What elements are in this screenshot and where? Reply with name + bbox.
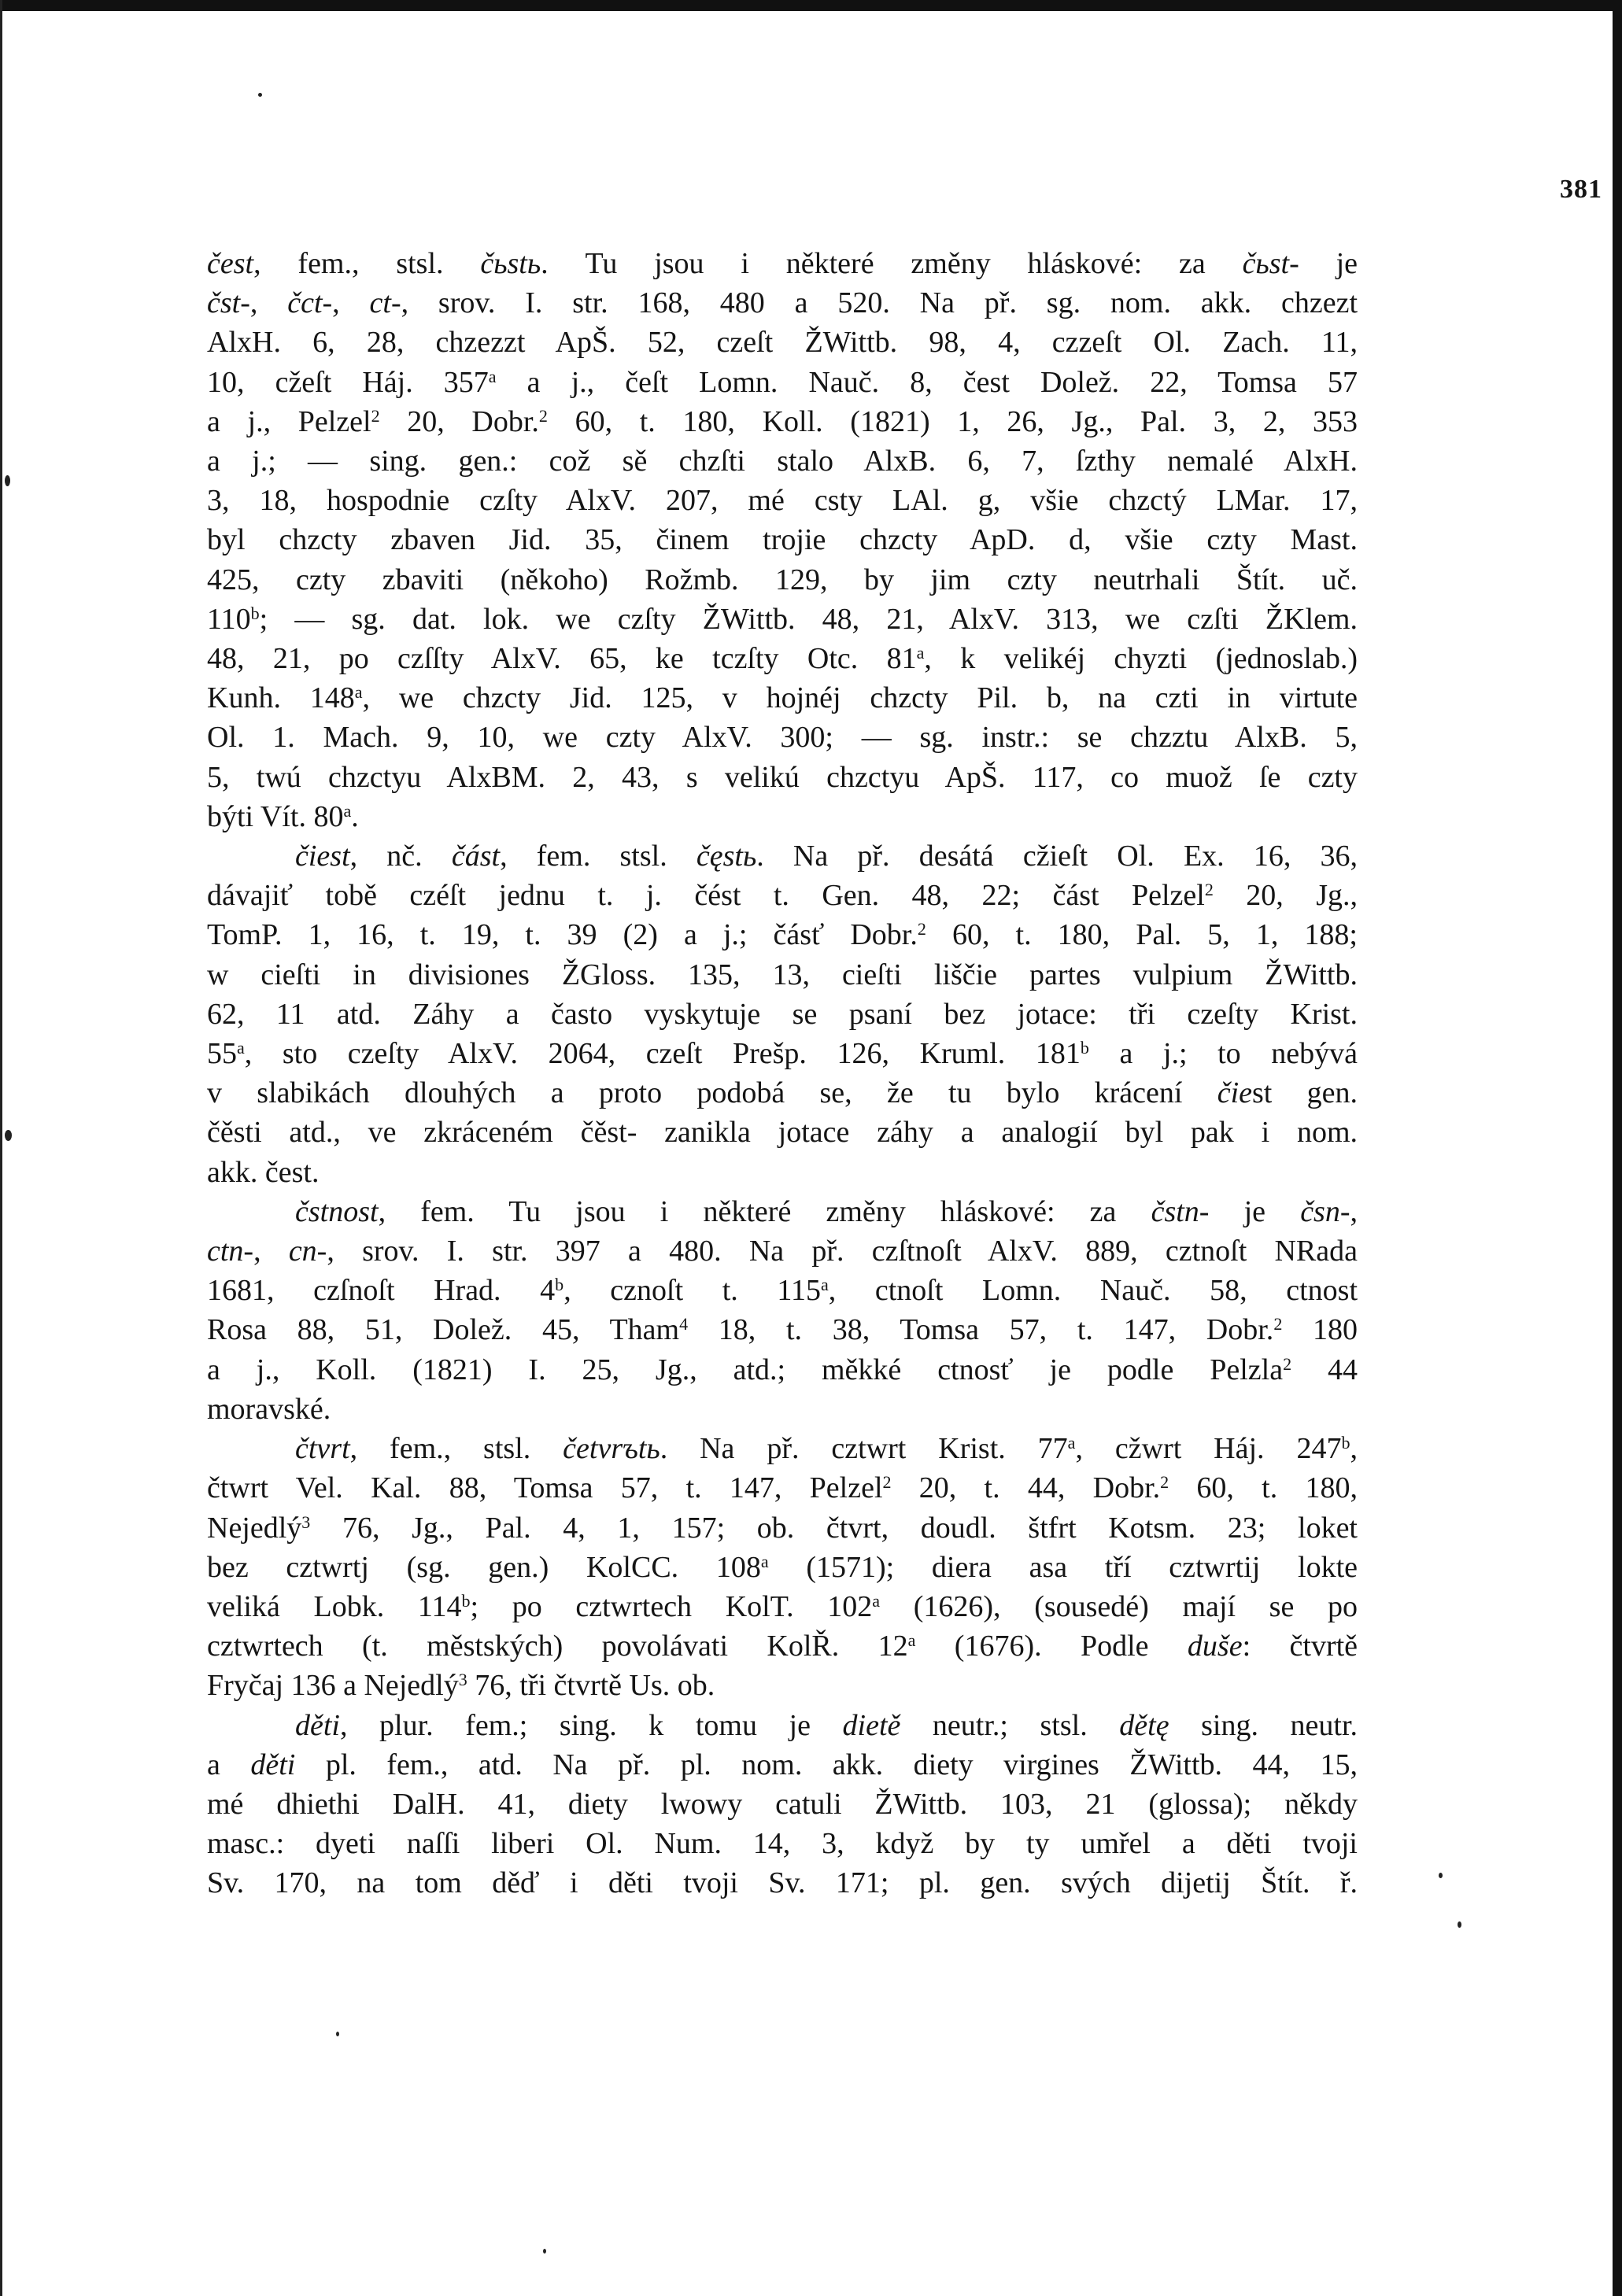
- text-line: 10, cžeſt Háj. 357$^a$ a j., čeſt Lomn. Nauč. 8, čest Dolež. 22, Tomsa 57: [207, 365, 1358, 399]
- text-line: veliká Lobk. 114$^b$; po cztwrtech KolT. 102$^a$ (1626), (sousedé) mají se po: [207, 1589, 1358, 1623]
- scan-edge-left: [0, 0, 2, 2296]
- scan-speck: [1439, 1873, 1443, 1878]
- text-line: Sv. 170, na tom děď i děti tvoji Sv. 171; pl. gen. svých dijetij Štít. ř.: [207, 1866, 1358, 1900]
- scan-edge-right: [1613, 0, 1622, 2296]
- scan-speck: [258, 93, 262, 97]
- text-line: 48, 21, po czſſty AlxV. 65, ke tczſty Otc. 81$^a$, k velikéj chyzti (jednoslab.): [207, 642, 1358, 676]
- text-line: 55$^a$, sto czeſty AlxV. 2064, czeſt Prešp. 126, Kruml. 181$^b$ a j.; to nebývá: [207, 1037, 1358, 1071]
- text-line: a j., Pelzel$^2$ 20, Dobr.$^2$ 60, t. 180, Koll. (1821) 1, 26, Jg., Pal. 3, 2, 353: [207, 404, 1358, 438]
- text-line: čěsti atd., ve zkráceném čěst- zanikla jotace záhy a analogií byl pak i nom.: [207, 1116, 1358, 1150]
- scan-speck: [1458, 1921, 1461, 1928]
- scan-speck: [336, 2032, 339, 2036]
- text-line: 5, twú chzctyu AlxBM. 2, 43, s velikú chzctyu ApŠ. 117, co muož ſe czty: [207, 760, 1358, 794]
- text-line: Kunh. 148$^a$, we chzcty Jid. 125, v hojnéj chzcty Pil. b, na czti in virtute: [207, 681, 1358, 715]
- text-line: ctn-, cn-, srov. I. str. 397 a 480. Na př. czſtnoſt AlxV. 889, cztnoſt NRada: [207, 1235, 1358, 1268]
- text-line: bez cztwrtj (sg. gen.) KolCC. 108$^a$ (1571); diera asa tří cztwrtij lokte: [207, 1550, 1358, 1584]
- text-line: a j., Koll. (1821) I. 25, Jg., atd.; měkké ctnosť je podle Pelzla$^2$ 44: [207, 1353, 1358, 1386]
- scan-speck: [5, 475, 10, 486]
- text-line: čtwrt Vel. Kal. 88, Tomsa 57, t. 147, Pelzel$^2$ 20, t. 44, Dobr.$^2$ 60, t. 180,: [207, 1471, 1358, 1505]
- text-line: cztwrtech (t. městských) povolávati KolŘ. 12$^a$ (1676). Podle duše: čtvrtě: [207, 1630, 1358, 1663]
- text-line: Nejedlý$^3$ 76, Jg., Pal. 4, 1, 157; ob. čtvrt, doudl. štfrt Kotsm. 23; loket: [207, 1511, 1358, 1545]
- text-line: a j.; — sing. gen.: což sě chzſti stalo AlxB. 6, 7, ſzthy nemalé AlxH.: [207, 445, 1358, 478]
- scan-speck: [5, 1130, 12, 1141]
- text-line: moravské.: [207, 1392, 331, 1426]
- text-line: čest, fem., stsl. čьstь. Tu jsou i některé změny hláskové: za čьst- je: [207, 247, 1358, 280]
- text-line: 1681, czſnoſt Hrad. 4$^b$, cznoſt t. 115$^a$, ctnoſt Lomn. Nauč. 58, ctnost: [207, 1274, 1358, 1308]
- text-line: 425, czty zbaviti (někoho) Rožmb. 129, by jim czty neutrhali Štít. uč.: [207, 563, 1358, 596]
- page-number: 381: [1560, 175, 1602, 204]
- text-line: mé dhiethi DalH. 41, diety lwowy catuli ŽWittb. 103, 21 (glossa); někdy: [207, 1787, 1358, 1821]
- text-line: Rosa 88, 51, Dolež. 45, Tham$^4$ 18, t. 38, Tomsa 57, t. 147, Dobr.$^2$ 180: [207, 1313, 1358, 1347]
- text-line: Fryčaj 136 a Nejedlý$^3$ 76, tři čtvrtě Us. ob.: [207, 1669, 715, 1703]
- text-line: 3, 18, hospodnie czſty AlxV. 207, mé csty LAl. g, všie chzctý LMar. 17,: [207, 484, 1358, 518]
- text-line: čiest, nč. část, fem. stsl. čęstь. Na př. desátá cžieſt Ol. Ex. 16, 36,: [295, 840, 1358, 873]
- dictionary-entry-čiest: [207, 836, 1358, 1192]
- text-line: masc.: dyeti naſſi liberi Ol. Num. 14, 3, když by ty umřel a děti tvoji: [207, 1827, 1358, 1861]
- text-line: býti Vít. 80$^a$.: [207, 799, 359, 833]
- text-line: a děti pl. fem., atd. Na př. pl. nom. akk. diety virgines ŽWittb. 44, 15,: [207, 1748, 1358, 1781]
- text-line: akk. čest.: [207, 1155, 320, 1189]
- text-line: TomP. 1, 16, t. 19, t. 39 (2) a j.; čásť Dobr.$^2$ 60, t. 180, Pal. 5, 1, 188;: [207, 918, 1358, 952]
- text-line: dávajiť tobě czéſt jednu t. j. čést t. Gen. 48, 22; část Pelzel$^2$ 20, Jg.,: [207, 879, 1358, 913]
- dictionary-text: [207, 244, 1358, 1903]
- dictionary-entry-děti: [207, 1706, 1358, 1903]
- text-line: děti, plur. fem.; sing. k tomu je dietě neutr.; stsl. dětę sing. neutr.: [295, 1708, 1358, 1742]
- scan-speck: [543, 2249, 546, 2254]
- text-line: AlxH. 6, 28, chzezzt ApŠ. 52, czeſt ŽWittb. 98, 4, czzeſt Ol. Zach. 11,: [207, 326, 1358, 360]
- text-line: čst-, čct-, ct-, srov. I. str. 168, 480 a 520. Na př. sg. nom. akk. chzezt: [207, 286, 1358, 320]
- text-line: 110$^b$; — sg. dat. lok. we czſty ŽWittb. 48, 21, AlxV. 313, we czſti ŽKlem.: [207, 602, 1358, 636]
- text-line: čstnost, fem. Tu jsou i některé změny hláskové: za čstn- je čsn-,: [295, 1194, 1358, 1228]
- dictionary-entry-čtvrt: [207, 1429, 1358, 1705]
- text-line: Ol. 1. Mach. 9, 10, we czty AlxV. 300; — sg. instr.: se chzztu AlxB. 5,: [207, 721, 1358, 755]
- text-line: byl chzcty zbaven Jid. 35, činem trojie chzcty ApD. d, všie czty Mast.: [207, 523, 1358, 557]
- scan-edge-top: [0, 0, 1622, 11]
- text-line: 62, 11 atd. Záhy a často vyskytuje se psaní bez jotace: tři czeſty Krist.: [207, 997, 1358, 1031]
- dictionary-entry-čstnost: [207, 1192, 1358, 1429]
- dictionary-entry-čest: [207, 244, 1358, 836]
- text-line: čtvrt, fem., stsl. četvrъtь. Na př. cztwrt Krist. 77$^a$, cžwrt Háj. 247$^b$,: [295, 1432, 1358, 1466]
- text-line: w cieſti in divisiones ŽGloss. 135, 13, cieſti liščie partes vulpium ŽWittb.: [207, 958, 1358, 991]
- text-line: v slabikách dlouhých a proto podobá se, že tu bylo krácení čiest gen.: [207, 1076, 1358, 1110]
